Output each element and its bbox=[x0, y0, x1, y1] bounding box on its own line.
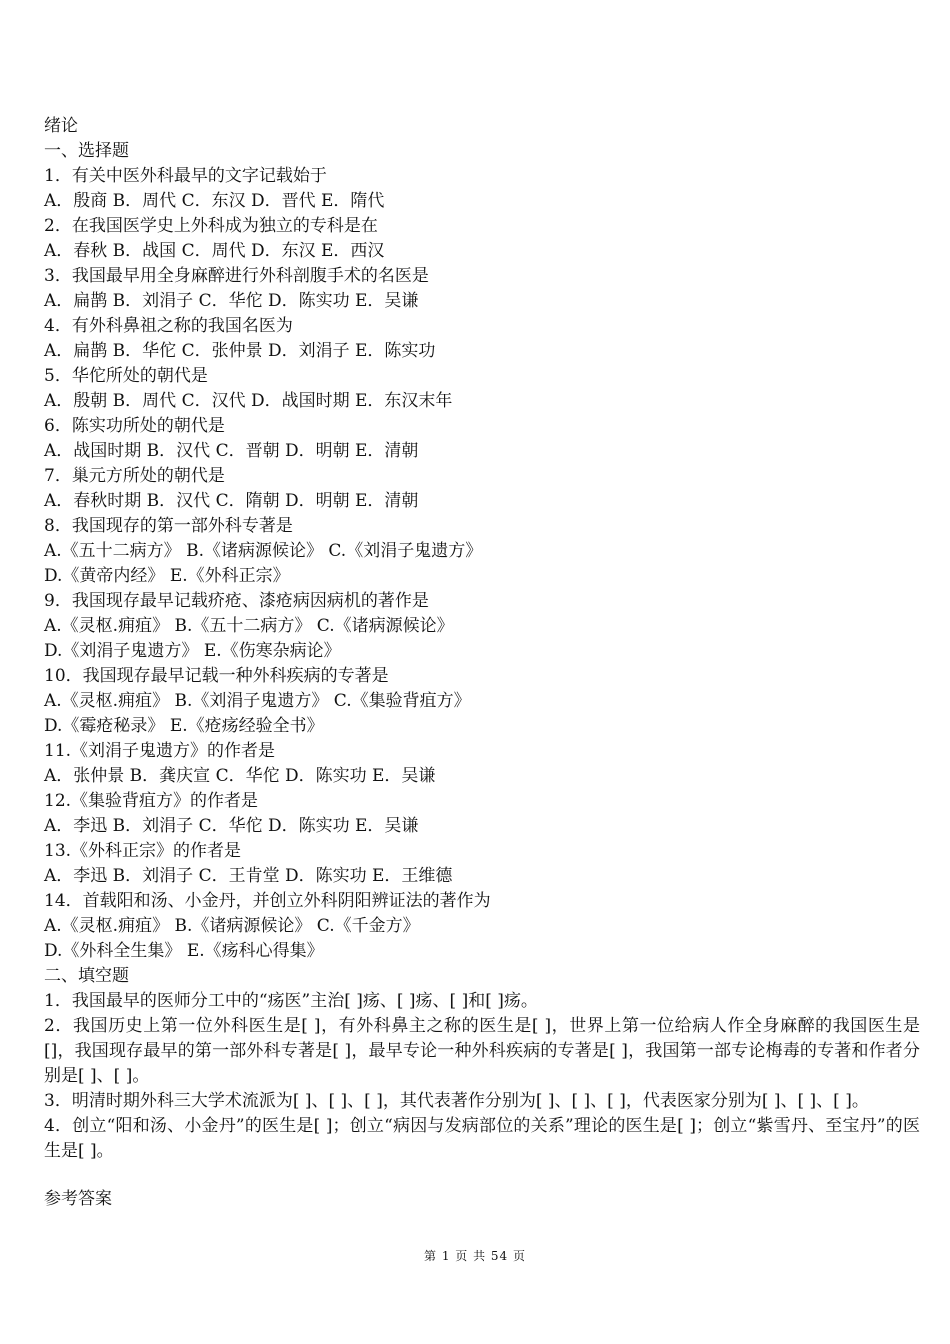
question-6: 6．陈实功所处的朝代是 bbox=[44, 416, 225, 436]
question-12: 12.《集验背疽方》的作者是 bbox=[44, 791, 259, 811]
options-3: A．扁鹊 B．刘涓子 C．华佗 D．陈实功 E．吴谦 bbox=[44, 291, 419, 311]
question-5: 5．华佗所处的朝代是 bbox=[44, 366, 208, 386]
options-14a: A.《灵枢.痈疽》 B.《诸病源候论》 C.《千金方》 bbox=[44, 916, 420, 936]
section-title-choice: 一、选择题 bbox=[44, 141, 129, 161]
options-12: A．李迅 B．刘涓子 C．华佗 D．陈实功 E．吴谦 bbox=[44, 816, 419, 836]
question-7: 7．巢元方所处的朝代是 bbox=[44, 466, 225, 486]
chapter-title: 绪论 bbox=[44, 116, 78, 136]
section-title-fill: 二、填空题 bbox=[44, 966, 129, 986]
question-9: 9．我国现存最早记载疥疮、漆疮病因病机的著作是 bbox=[44, 591, 429, 611]
options-8b: D.《黄帝内经》 E.《外科正宗》 bbox=[44, 566, 290, 586]
question-3: 3．我国最早用全身麻醉进行外科剖腹手术的名医是 bbox=[44, 266, 429, 286]
fill-question-4: 4．创立“阳和汤、小金丹”的医生是[ ]；创立“病因与发病部位的关系”理论的医生是[ ]；创立“紫雪丹、至宝丹”的医生是[ ]。 bbox=[44, 1116, 920, 1161]
question-4: 4．有外科鼻祖之称的我国名医为 bbox=[44, 316, 293, 336]
options-9b: D.《刘涓子鬼遗方》 E.《伤寒杂病论》 bbox=[44, 641, 341, 661]
question-8: 8．我国现存的第一部外科专著是 bbox=[44, 516, 293, 536]
question-13: 13.《外科正宗》的作者是 bbox=[44, 841, 242, 861]
question-11: 11.《刘涓子鬼遗方》的作者是 bbox=[44, 741, 276, 761]
options-8a: A.《五十二病方》 B.《诸病源候论》 C.《刘涓子鬼遗方》 bbox=[44, 541, 483, 561]
fill-question-1: 1．我国最早的医师分工中的“疡医”主治[ ]疡、[ ]疡、[ ]和[ ]疡。 bbox=[44, 991, 538, 1011]
spacer bbox=[44, 1164, 920, 1187]
fill-question-3: 3．明清时期外科三大学术流派为[ ]、[ ]、[ ]，其代表著作分别为[ ]、[ ]、[ ]，代表医家分别为[ ]、[ ]、[ ]。 bbox=[44, 1091, 869, 1111]
question-10: 10．我国现存最早记载一种外科疾病的专著是 bbox=[44, 666, 389, 686]
options-7: A．春秋时期 B．汉代 C．隋朝 D．明朝 E．清朝 bbox=[44, 491, 419, 511]
question-1: 1．有关中医外科最早的文字记载始于 bbox=[44, 166, 327, 186]
document-body bbox=[44, 114, 920, 1212]
options-2: A．春秋 B．战国 C．周代 D．东汉 E．西汉 bbox=[44, 241, 385, 261]
options-4: A．扁鹊 B．华佗 C．张仲景 D．刘涓子 E．陈实功 bbox=[44, 341, 436, 361]
options-11: A．张仲景 B．龚庆宣 C．华佗 D．陈实功 E．吴谦 bbox=[44, 766, 436, 786]
options-5: A．殷朝 B．周代 C．汉代 D．战国时期 E．东汉末年 bbox=[44, 391, 453, 411]
options-14b: D.《外科全生集》 E.《疡科心得集》 bbox=[44, 941, 324, 961]
options-6: A．战国时期 B．汉代 C．晋朝 D．明朝 E．清朝 bbox=[44, 441, 419, 461]
fill-question-2: 2．我国历史上第一位外科医生是[ ]，有外科鼻主之称的医生是[ ]，世界上第一位给病人作全身麻醉的我国医生是[]，我国现存最早的第一部外科专著是[ ]，最早专论一种外科疾病的专著是[ ]，我国第一部专论梅毒的专著和作者分别是[ ]、[ ]。 bbox=[44, 1016, 920, 1086]
options-9a: A.《灵枢.痈疽》 B.《五十二病方》 C.《诸病源候论》 bbox=[44, 616, 454, 636]
answers-title: 参考答案 bbox=[44, 1189, 112, 1209]
options-10a: A.《灵枢.痈疽》 B.《刘涓子鬼遗方》 C.《集验背疽方》 bbox=[44, 691, 471, 711]
options-1: A．殷商 B．周代 C．东汉 D．晋代 E．隋代 bbox=[44, 191, 385, 211]
options-13: A．李迅 B．刘涓子 C．王肯堂 D．陈实功 E．王维德 bbox=[44, 866, 453, 886]
page-footer: 第 1 页 共 54 页 bbox=[424, 1249, 526, 1263]
options-10b: D.《霉疮秘录》 E.《疮疡经验全书》 bbox=[44, 716, 324, 736]
question-2: 2．在我国医学史上外科成为独立的专科是在 bbox=[44, 216, 378, 236]
question-14: 14．首载阳和汤、小金丹，并创立外科阴阳辨证法的著作为 bbox=[44, 891, 491, 911]
